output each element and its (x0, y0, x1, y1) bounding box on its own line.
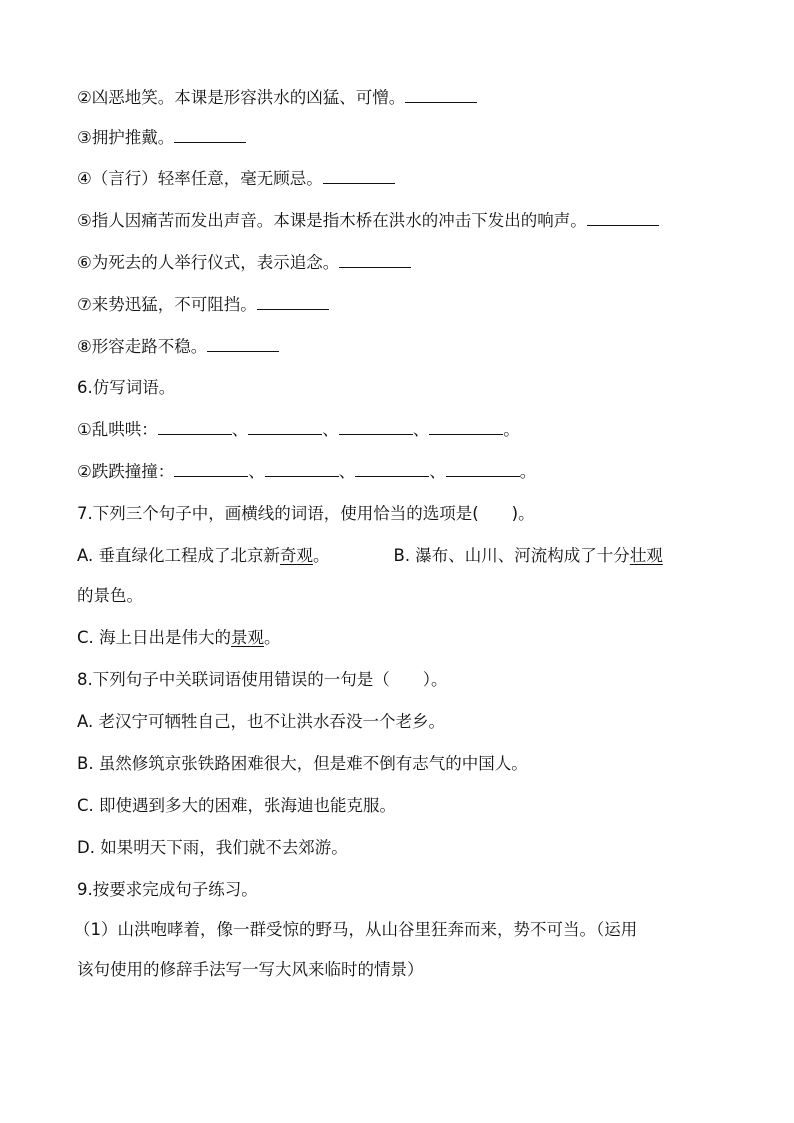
definition-5 (77, 209, 659, 233)
definition-4 (77, 167, 395, 191)
separator: 、 (338, 462, 356, 481)
definition-6 (77, 251, 411, 275)
definition-5-text: ⑤指人因痛苦而发出声音。本课是指木桥在洪水的冲击下发出的响声。 (77, 211, 587, 230)
definition-2 (77, 86, 477, 110)
answer-blank[interactable] (174, 460, 248, 477)
question-6-title: 6.仿写词语。 (77, 378, 176, 397)
option-c-end: 。 (264, 628, 281, 647)
question-8-option-c[interactable]: C. 即使遇到多大的困难，张海迪也能克服。 (77, 796, 397, 815)
question-6-item-2 (77, 460, 536, 484)
question-9-sentence-1-instruction: 该句使用的修辞手法写一写大风来临时的情景） (77, 960, 424, 979)
option-b-underlined-word: 壮观 (629, 546, 663, 565)
answer-blank[interactable] (248, 418, 322, 435)
question-7-title: 7.下列三个句子中，画横线的词语，使用恰当的选项是( )。 (77, 504, 535, 523)
question-9-title: 9.按要求完成句子练习。 (77, 880, 258, 899)
question-8-title: 8.下列句子中关联词语使用错误的一句是（ ）。 (77, 670, 448, 689)
definition-4-text: ④（言行）轻率任意，毫无顾忌。 (77, 169, 323, 188)
end-mark: 。 (503, 420, 520, 439)
separator: 、 (248, 462, 265, 481)
question-9-sentence-1: （1）山洪咆哮着，像一群受惊的野马，从山谷里狂奔而来，势不可当。（运用 (74, 920, 638, 939)
question-6-item-1 (77, 418, 520, 442)
option-b-text: B. 瀑布、山川、河流构成了十分 (393, 546, 630, 565)
answer-blank[interactable] (265, 460, 339, 477)
answer-blank[interactable] (355, 460, 429, 477)
answer-blank[interactable] (257, 293, 329, 310)
answer-blank[interactable] (429, 418, 503, 435)
option-b[interactable] (394, 546, 663, 565)
question-6-item-1-label: ①乱哄哄： (77, 420, 158, 439)
answer-blank[interactable] (174, 126, 246, 143)
definition-8-text: ⑧形容走路不稳。 (77, 337, 208, 356)
separator: 、 (231, 420, 249, 439)
separator: 、 (322, 420, 339, 439)
answer-blank[interactable] (587, 209, 659, 226)
option-b-continuation: 的景色。 (77, 586, 143, 605)
definition-3 (77, 126, 246, 150)
answer-blank[interactable] (207, 335, 279, 352)
option-a-text: A. 垂直绿化工程成了北京新 (77, 546, 280, 565)
end-mark: 。 (519, 462, 537, 481)
option-a-underlined-word: 奇观 (280, 546, 313, 565)
question-8-option-b[interactable]: B. 虽然修筑京张铁路困难很大，但是难不倒有志气的中国人。 (77, 754, 528, 773)
answer-blank[interactable] (339, 418, 413, 435)
question-7-options-ab (77, 544, 663, 568)
separator: 、 (429, 462, 446, 481)
definition-3-text: ③拥护推戴。 (77, 128, 175, 147)
definition-8 (77, 335, 279, 359)
question-8-option-d[interactable]: D. 如果明天下雨，我们就不去郊游。 (77, 838, 348, 857)
answer-blank[interactable] (339, 251, 411, 268)
question-6-item-2-label: ②跌跌撞撞： (77, 462, 175, 481)
option-a[interactable] (77, 546, 330, 565)
answer-blank[interactable] (323, 167, 395, 184)
separator: 、 (412, 420, 430, 439)
option-c-text: C. 海上日出是伟大的 (77, 628, 232, 647)
option-c[interactable] (77, 626, 281, 650)
option-a-end: 。 (313, 546, 330, 565)
answer-blank[interactable] (405, 86, 477, 103)
definition-6-text: ⑥为死去的人举行仪式，表示追念。 (77, 253, 340, 272)
answer-blank[interactable] (446, 460, 520, 477)
definition-2-text: ②凶恶地笑。本课是形容洪水的凶猛、可憎。 (77, 88, 406, 107)
answer-blank[interactable] (158, 418, 232, 435)
definition-7-text: ⑦来势迅猛，不可阻挡。 (77, 295, 257, 314)
definition-7 (77, 293, 329, 317)
option-c-underlined-word: 景观 (231, 628, 265, 647)
question-8-option-a[interactable]: A. 老汉宁可牺牲自己，也不让洪水吞没一个老乡。 (77, 712, 445, 731)
